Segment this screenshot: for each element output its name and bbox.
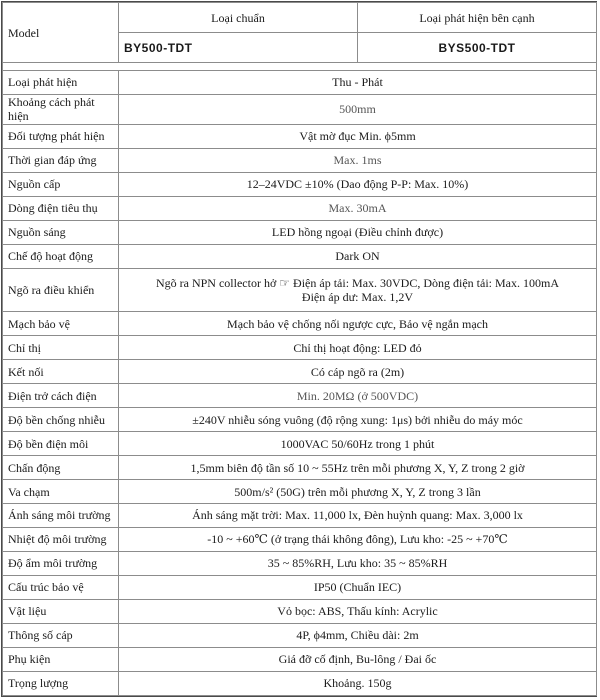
spec-value: Dark ON: [119, 244, 597, 268]
spec-value: 35 ~ 85%RH, Lưu kho: 35 ~ 85%RH: [119, 551, 597, 575]
spec-value: 1,5mm biên độ tần số 10 ~ 55Hz trên mỗi phương X, Y, Z trong 2 giờ: [119, 456, 597, 480]
spec-value: Vật mờ đục Min. ϕ5mm: [119, 124, 597, 148]
spec-label: Ánh sáng môi trường: [3, 504, 119, 528]
spec-row: [3, 70, 597, 94]
spec-label: Độ ẩm môi trường: [3, 551, 119, 575]
spec-row: [3, 551, 597, 575]
spec-value: [119, 268, 597, 312]
spec-value: 4P, ϕ4mm, Chiều dài: 2m: [119, 623, 597, 647]
spec-row: [3, 268, 597, 312]
spec-value: Ánh sáng mặt trời: Max. 11,000 lx, Đèn huỳnh quang: Max. 3,000 lx: [119, 504, 597, 528]
spec-value: Chỉ thị hoạt động: LED đỏ: [119, 336, 597, 360]
spec-value: 500mm: [119, 94, 597, 124]
spec-value: ±240V nhiễu sóng vuông (độ rộng xung: 1μs) bởi nhiễu do máy móc: [119, 408, 597, 432]
spec-value-line-2: Điện áp dư: Max. 1,2V: [301, 289, 414, 304]
spec-label: Ngõ ra điều khiển: [3, 268, 119, 312]
spec-value: Max. 1ms: [119, 148, 597, 172]
spec-table: [2, 2, 597, 696]
spec-label: Kết nối: [3, 360, 119, 384]
spec-label: Nhiệt độ môi trường: [3, 527, 119, 551]
spec-label: Độ bền chống nhiễu: [3, 408, 119, 432]
spec-value: 500m/s² (50G) trên mỗi phương X, Y, Z trong 3 lần: [119, 480, 597, 504]
spec-value: Thu - Phát: [119, 70, 597, 94]
spec-value: IP50 (Chuẩn IEC): [119, 575, 597, 599]
spec-row: [3, 623, 597, 647]
spec-label: Chấn động: [3, 456, 119, 480]
spec-label: Chế độ hoạt động: [3, 244, 119, 268]
spec-label: Cấu trúc bảo vệ: [3, 575, 119, 599]
model-standard-code: BY500-TDT: [119, 33, 358, 63]
model-label: Model: [3, 3, 119, 63]
spec-row: [3, 504, 597, 528]
spec-row: [3, 220, 597, 244]
spec-value-line-1: Ngõ ra NPN collector hở ☞ Điện áp tải: Max. 30VDC, Dòng điện tải: Max. 100mA: [155, 275, 560, 290]
spec-label: Thông số cáp: [3, 623, 119, 647]
spec-value: Min. 20MΩ (ở 500VDC): [119, 384, 597, 408]
spec-value: Có cáp ngõ ra (2m): [119, 360, 597, 384]
spec-value: Khoảng. 150g: [119, 671, 597, 695]
spec-label: Đối tượng phát hiện: [3, 124, 119, 148]
spec-value: -10 ~ +60℃ (ở trạng thái không đông), Lưu kho: -25 ~ +70℃: [119, 527, 597, 551]
spec-row: [3, 94, 597, 124]
spec-row: [3, 360, 597, 384]
spec-label: Vật liệu: [3, 599, 119, 623]
spec-row: [3, 671, 597, 695]
spec-row: [3, 196, 597, 220]
side-type-header: Loại phát hiện bên cạnh: [358, 3, 597, 33]
spec-label: Va chạm: [3, 480, 119, 504]
spec-value: Max. 30mA: [119, 196, 597, 220]
spec-label: Độ bền điện môi: [3, 432, 119, 456]
spec-row: [3, 599, 597, 623]
spec-value: Vỏ bọc: ABS, Thấu kính: Acrylic: [119, 599, 597, 623]
spec-label: Nguồn sáng: [3, 220, 119, 244]
spec-label: Điện trở cách điện: [3, 384, 119, 408]
spec-label: Thời gian đáp ứng: [3, 148, 119, 172]
spec-row: [3, 172, 597, 196]
spec-table-frame: [1, 1, 597, 697]
spec-row: [3, 384, 597, 408]
model-side-code: BYS500-TDT: [358, 33, 597, 63]
spec-value: 12–24VDC ±10% (Dao động P-P: Max. 10%): [119, 172, 597, 196]
standard-type-header: Loại chuẩn: [119, 3, 358, 33]
spec-row: [3, 480, 597, 504]
spec-value: Giá đỡ cố định, Bu-lông / Đai ốc: [119, 647, 597, 671]
spec-row: [3, 312, 597, 336]
spec-row: [3, 244, 597, 268]
spec-label: Chỉ thị: [3, 336, 119, 360]
spec-row: [3, 456, 597, 480]
spec-value: Mạch bảo vệ chống nối ngược cực, Bảo vệ ngắn mạch: [119, 312, 597, 336]
spec-row: [3, 124, 597, 148]
spec-row: [3, 148, 597, 172]
spec-label: Dòng điện tiêu thụ: [3, 196, 119, 220]
spec-label: Loại phát hiện: [3, 70, 119, 94]
spec-row: [3, 647, 597, 671]
header-spacer: [3, 63, 597, 70]
spec-label: Phụ kiện: [3, 647, 119, 671]
spec-label: Nguồn cấp: [3, 172, 119, 196]
spec-label: Mạch bảo vệ: [3, 312, 119, 336]
spec-row: [3, 336, 597, 360]
spec-row: [3, 527, 597, 551]
spec-row: [3, 408, 597, 432]
spec-label: Khoảng cách phát hiện: [3, 94, 119, 124]
spec-row: [3, 575, 597, 599]
spec-row: [3, 432, 597, 456]
spec-value: LED hồng ngoại (Điều chỉnh được): [119, 220, 597, 244]
spec-value: 1000VAC 50/60Hz trong 1 phút: [119, 432, 597, 456]
spec-label: Trọng lượng: [3, 671, 119, 695]
